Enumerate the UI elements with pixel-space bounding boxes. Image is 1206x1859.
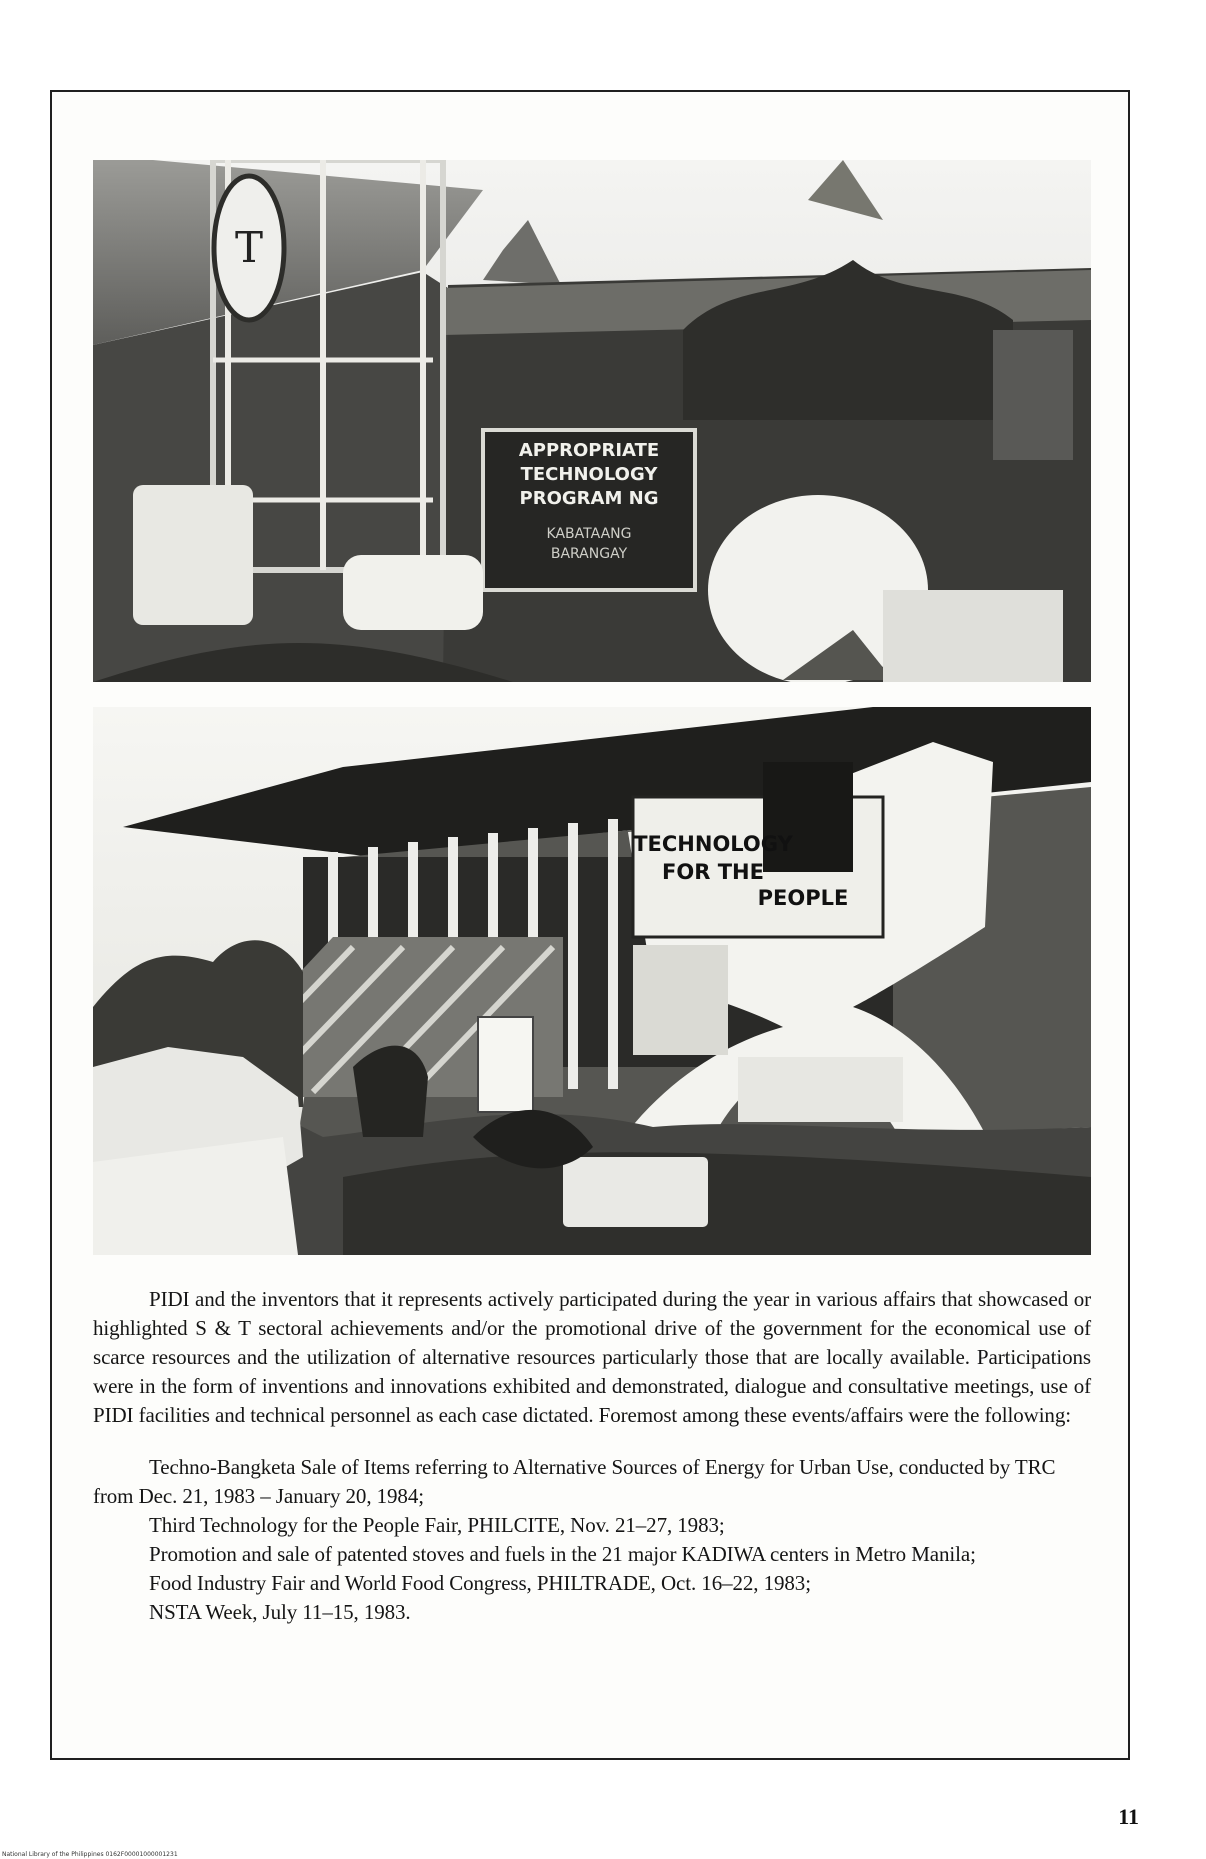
- fair-sign-line-2: FOR THE: [662, 860, 764, 884]
- svg-text:T: T: [234, 223, 264, 272]
- footer-note: National Library of the Philippines 0162F00001000001231: [2, 1851, 178, 1858]
- exhibit-photo-bottom-image: [93, 707, 1091, 1255]
- fair-sign-line-3: PEOPLE: [757, 886, 849, 910]
- exhibit-photo-bottom: [93, 707, 1091, 1255]
- event-item-2: Third Technology for the People Fair, PHILCITE, Nov. 21–27, 1983;: [149, 1513, 725, 1537]
- body-text: [93, 1285, 1091, 1627]
- event-item-4: Food Industry Fair and World Food Congress, PHILTRADE, Oct. 16–22, 1983;: [149, 1571, 811, 1595]
- page-number: 11: [1118, 1804, 1139, 1829]
- sign-line-5: BARANGAY: [550, 546, 628, 562]
- sign-line-1: APPROPRIATE: [518, 440, 660, 461]
- intro-paragraph: PIDI and the inventors that it represents actively participated during the year in various affairs that showcased or highlighted S & T sectoral achievements and/or the promotional drive of the government for the economical use of scarce resources and the utilization of alternative resources particularly those that are locally available. Participations were in the form of inventions and innovations exhibited and demonstrated, dialogue and consultative meetings, use of PIDI facilities and technical personnel as each case dictated. Foremost among these events/affairs were the following:: [93, 1287, 1091, 1427]
- sign-line-3: PROGRAM NG: [519, 488, 659, 509]
- events-list: [93, 1453, 1091, 1627]
- fair-sign-line-1: TECHNOLOGY: [633, 832, 793, 856]
- sign-line-2: TECHNOLOGY: [520, 464, 658, 485]
- exhibit-photo-top-image: [93, 160, 1091, 682]
- sign-line-4: KABATAANG: [546, 526, 632, 542]
- exhibit-photo-top: [93, 160, 1091, 682]
- event-item-1: Techno-Bangketa Sale of Items referring to Alternative Sources of Energy for Urban Use, conducted by TRC from Dec. 21, 1983 – January 20, 1984;: [93, 1455, 1056, 1508]
- event-item-3: Promotion and sale of patented stoves and fuels in the 21 major KADIWA centers in Metro Manila;: [149, 1542, 976, 1566]
- event-item-5: NSTA Week, July 11–15, 1983.: [149, 1600, 411, 1624]
